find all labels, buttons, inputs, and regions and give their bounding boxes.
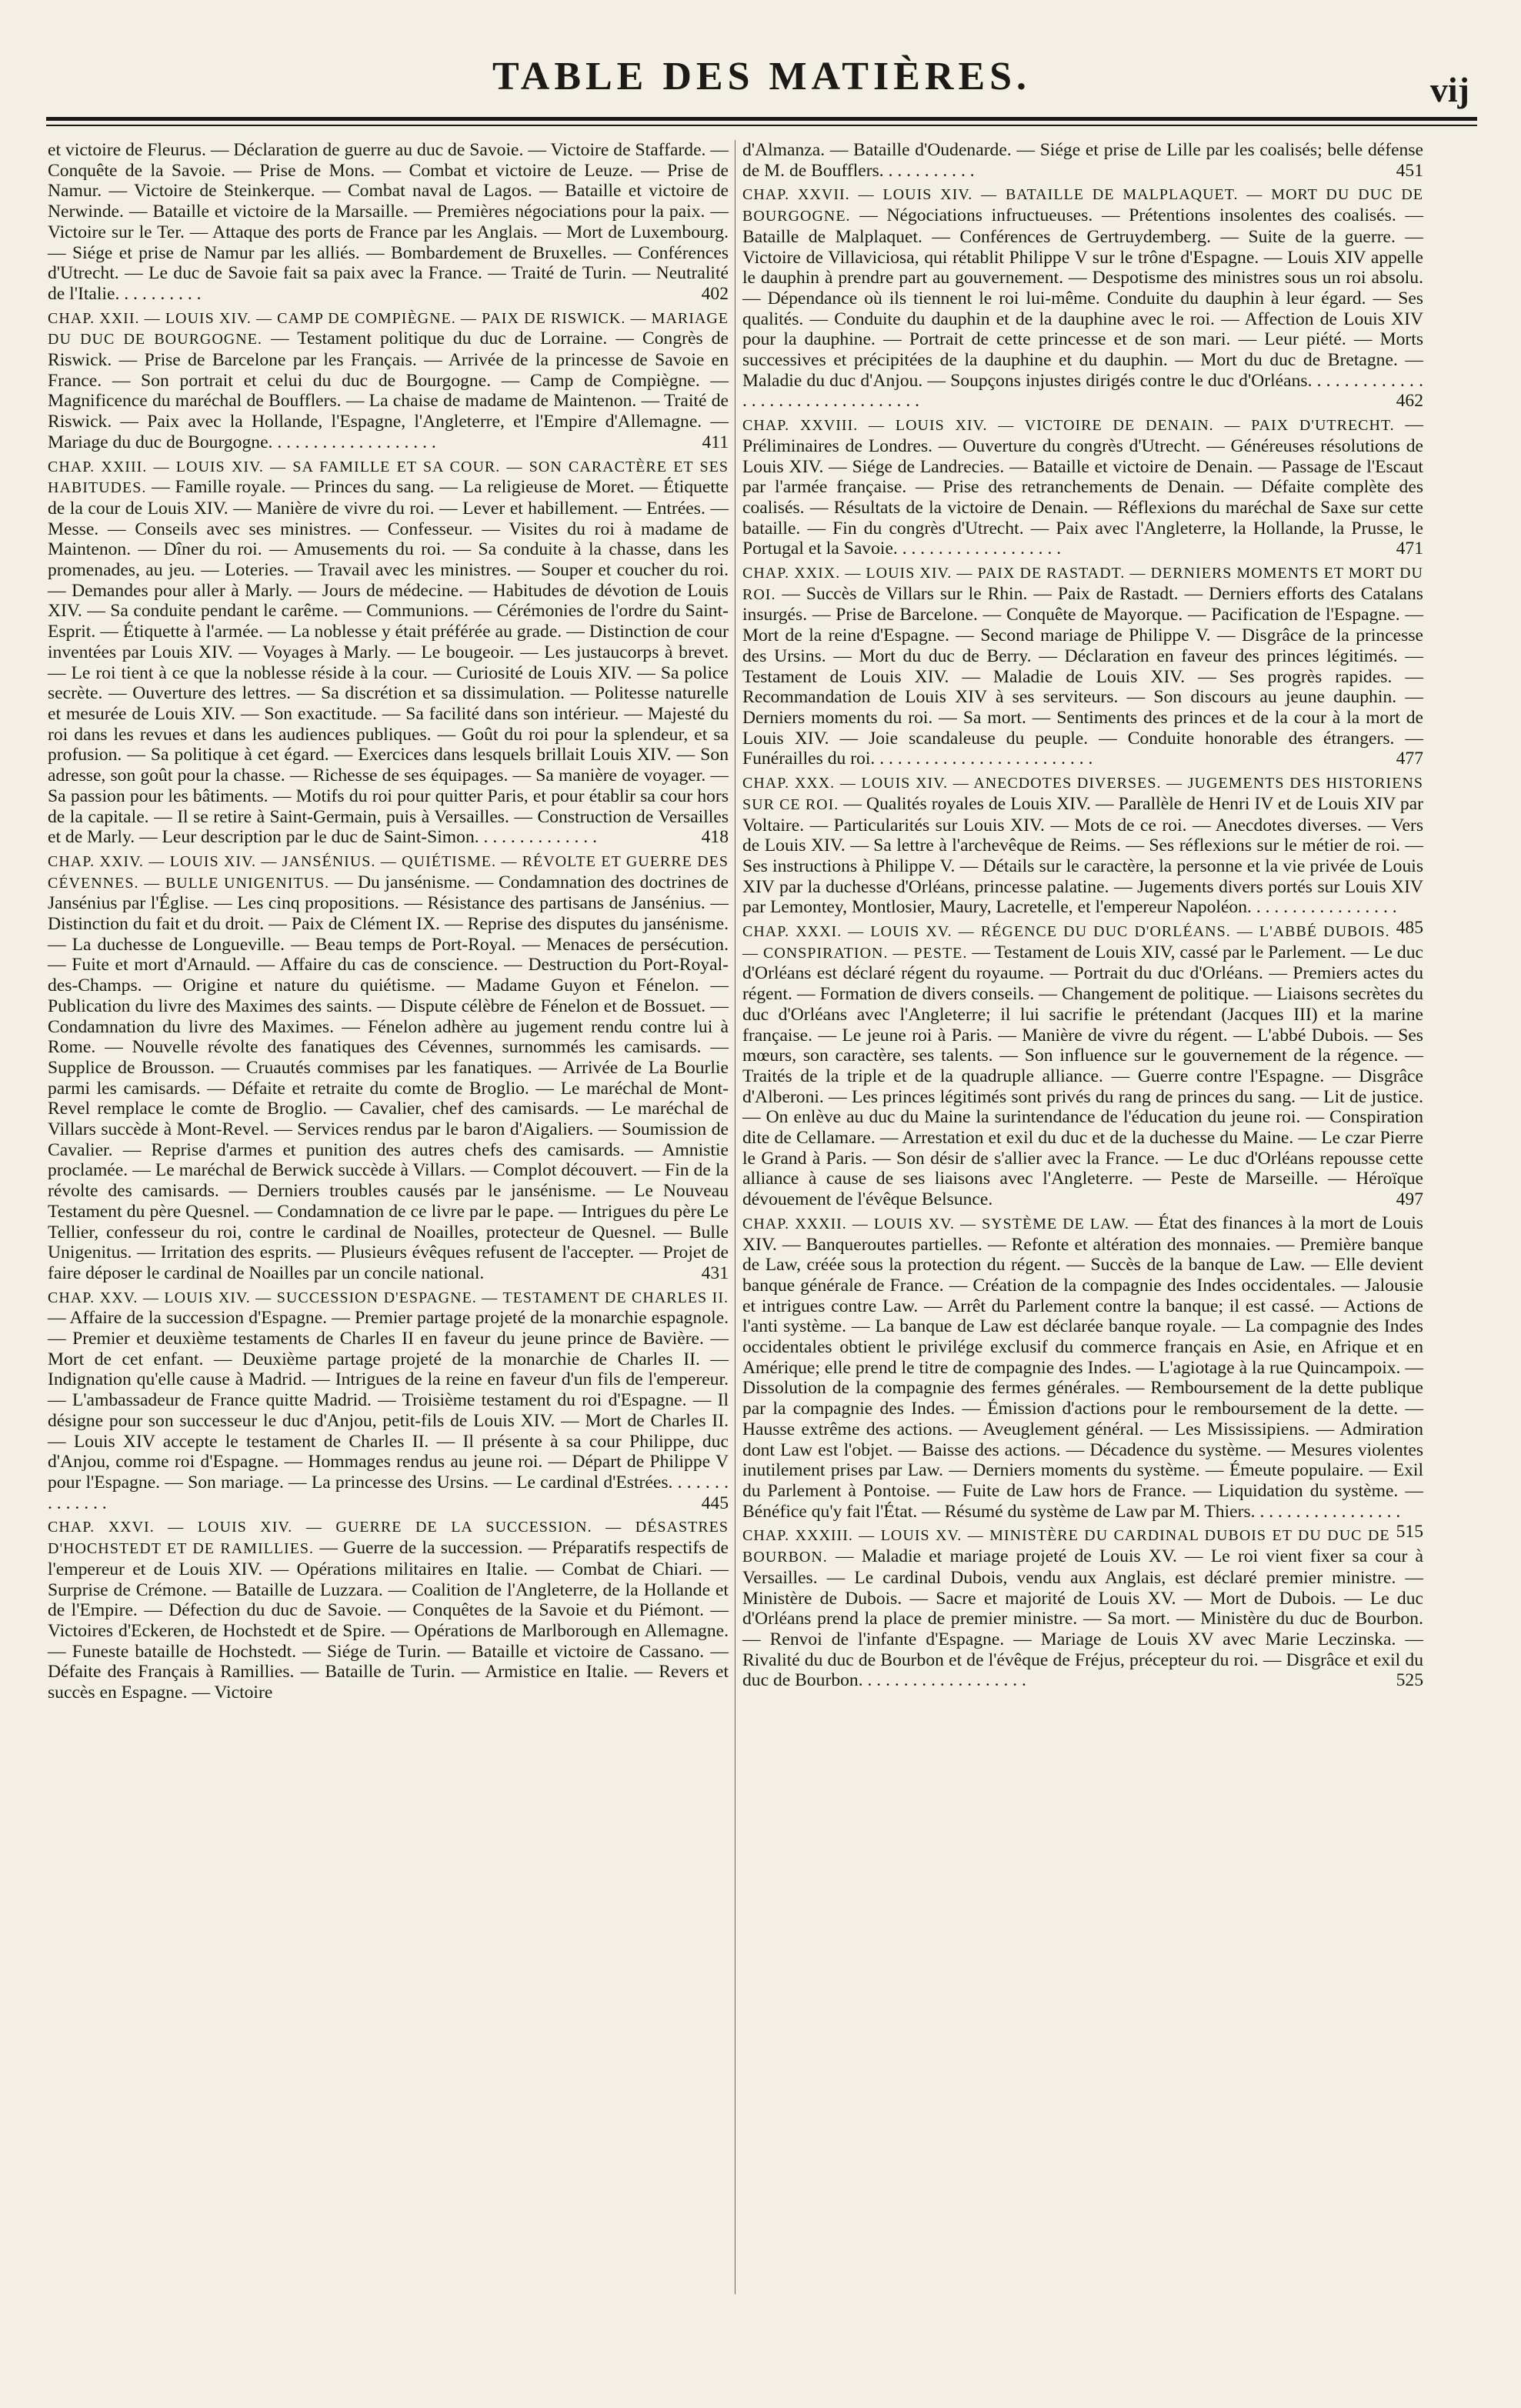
page-reference: 462 xyxy=(1396,391,1423,412)
toc-entry xyxy=(742,415,1423,559)
chapter-heading: CHAP. XXIX. — LOUIS XIV. — PAIX DE RASTADT. — DERNIERS MOMENTS ET MORT DU ROI. xyxy=(742,565,1423,603)
chapter-heading: CHAP. XXVIII. — LOUIS XIV. — VICTOIRE DE DENAIN. — PAIX D'UTRECHT. xyxy=(742,417,1395,435)
chapter-summary: d'Almanza. — Bataille d'Oudenarde. — Siége et prise de Lille par les coalisés; belle défense de M. de Boufflers. . . . . . . . . . . xyxy=(742,140,1423,181)
page-reference: 418 xyxy=(701,827,729,848)
chapter-summary: — Succès de Villars sur le Rhin. — Paix de Rastadt. — Derniers efforts des Catalans insurgés. — Prise de Barcelone. — Conquête de Mayorque. — Pacification de l'Espagne. — Mort de la reine d'Espagne. — Second mariage de Philippe V. — Disgrâce de la princesse des Ursins. — Mort du duc de Berry. — Déclaration en faveur des princes légitimés. — Testament de Louis XIV. — Maladie de Louis XIV. — Ses progrès rapides. — Recommandation de Louis XIV à ses serviteurs. — Son discours au jeune dauphin. — Derniers moments du roi. — Sa mort. — Sentiments des princes et de la cour à la mort de Louis XIV. — Joie scandaleuse du peuple. — Conduite honorable des étrangers. — Funérailles du roi. . . . . . . . . . . . . . . . . . . . . . . . . xyxy=(742,583,1423,769)
chapter-heading: CHAP. XXII. — LOUIS XIV. — CAMP DE COMPIÈGNE. — PAIX DE RISWICK. — MARIAGE DU DUC DE BOURGOGNE. xyxy=(48,309,729,349)
chapter-heading: CHAP. XXXII. — LOUIS XV. — SYSTÈME DE LAW. xyxy=(742,1215,1130,1232)
toc-entry xyxy=(742,562,1423,769)
toc-entry xyxy=(742,1212,1423,1543)
toc-entry xyxy=(48,851,729,1284)
toc-entry xyxy=(48,456,729,848)
page-reference: 451 xyxy=(1396,160,1423,181)
chapter-summary: et victoire de Fleurus. — Déclaration de guerre au duc de Savoie. — Victoire de Staffarde. — Conquête de la Savoie. — Prise de Mons. — Combat et victoire de Leuze. — Prise de Namur. — Victoire de Steinkerque. — Combat naval de Lagos. — Bataille et victoire de Nerwinde. — Bataille et victoire de la Marsaille. — Premières négociations pour la paix. — Victoire sur le Ter. — Attaque des ports de France par les Anglais. — Mort de Luxembourg. — Siége et prise de Namur par les alliés. — Bombardement de Bruxelles. — Conférences d'Utrecht. — Le duc de Savoie fait sa paix avec la France. — Traité de Turin. — Neutralité de l'Italie. . . . . . . . . . xyxy=(48,140,729,304)
chapter-summary: — Affaire de la succession d'Espagne. — Premier partage projeté de la monarchie espagnole. — Premier et deuxième testaments de Charles II en faveur du jeune prince de Bavière. — Mort de cet enfant. — Deuxième partage projeté de la monarchie de Charles II. — Indignation qu'elle cause à Madrid. — Intrigues de la reine en faveur d'un fils de l'empereur. — L'ambassadeur de France quitte Madrid. — Troisième testament du roi d'Espagne. — Il désigne pour son successeur le duc d'Anjou, petit-fils de Louis XIV. — Mort de Charles II. — Louis XIV accepte le testament de Charles II. — Il présente à sa cour Philippe, duc d'Anjou, comme roi d'Espagne. — Hommages rendus au jeune roi. — Départ de Philippe V pour l'Espagne. — Son mariage. — La princesse des Ursins. — Le cardinal d'Estrées. . . . . . . . . . . . . . xyxy=(48,1308,729,1513)
page-reference: 431 xyxy=(701,1262,729,1283)
right-column xyxy=(742,140,1423,2371)
page-reference: 477 xyxy=(1396,749,1423,769)
page-reference: 485 xyxy=(1396,918,1423,939)
chapter-summary: — Famille royale. — Princes du sang. — La religieuse de Moret. — Étiquette de la cour de Louis XIV. — Manière de vivre du roi. — Lever et habillement. — Entrées. — Messe. — Conseils avec ses ministres. — Confesseur. — Visites du roi à madame de Maintenon. — Dîner du roi. — Amusements du roi. — Sa conduite à la chasse, dans les promenades, au jeu. — Loteries. — Travail avec les ministres. — Souper et coucher du roi. — Demandes pour aller à Marly. — Jours de médecine. — Habitudes de dévotion de Louis XIV. — Sa conduite pendant le carême. — Communions. — Cérémonies de l'ordre du Saint-Esprit. — Étiquette à l'armée. — La noblesse y était préférée au grade. — Distinction de cour inventées par Louis XIV. — Voyages à Marly. — Le bougeoir. — Les justaucorps à brevet. — Le roi tient à ce que la noblesse réside à la cour. — Curiosité de Louis XIV. — Sa police secrète. — Ouverture des lettres. — Sa discrétion et sa dissimulation. — Politesse naturelle et mesurée de Louis XIV. — Son exactitude. — Sa facilité dans son intérieur. — Majesté du roi dans les revues et dans les audiences publiques. — Goût du roi pour la splendeur, et sa profusion. — Sa politique à cet égard. — Exercices dans lesquels brillait Louis XIV. — Son adresse, son goût pour la chasse. — Richesse de ses équipages. — Sa manière de voyager. — Sa passion pour les bâtiments. — Motifs du roi pour quitter Paris, et pour établir sa cour hors de la capitale. — Il se retire à Saint-Germain, puis à Versailles. — Construction de Versailles et de Marly. — Leur description par le duc de Saint-Simon. . . . . . . . . . . . . . xyxy=(48,477,729,848)
chapter-summary: — Testament politique du duc de Lorraine. — Congrès de Riswick. — Prise de Barcelone par les Français. — Arrivée de la princesse de Savoie en France. — Son portrait et celui du duc de Bourgogne. — Camp de Compiègne. — Magnificence du maréchal de Boufflers. — La chaise de madame de Maintenon. — Traité de Riswick. — Paix avec la Hollande, l'Espagne, l'Angleterre, et l'Empire d'Allemagne. — Mariage du duc de Bourgogne. . . . . . . . . . . . . . . . . . . xyxy=(48,329,729,452)
toc-entry xyxy=(48,1287,729,1514)
chapter-heading: CHAP. XXVI. — LOUIS XIV. — GUERRE DE LA SUCCESSION. — DÉSASTRES D'HOCHSTEDT ET DE RAMILLIES. xyxy=(48,1519,729,1558)
toc-entry xyxy=(742,184,1423,412)
chapter-heading: CHAP. XXVII. — LOUIS XIV. — BATAILLE DE MALPLAQUET. — MORT DU DUC DE BOURGOGNE. xyxy=(742,186,1423,225)
chapter-heading: CHAP. XXXIII. — LOUIS XV. — MINISTÈRE DU CARDINAL DUBOIS ET DU DUC DE BOURBON. xyxy=(742,1527,1390,1566)
header-rule xyxy=(46,117,1477,126)
chapter-heading: CHAP. XXX. — LOUIS XIV. — ANECDOTES DIVERSES. — JUGEMENTS DES HISTORIENS SUR CE ROI. xyxy=(742,775,1423,813)
chapter-summary: — Négociations infructueuses. — Prétentions insolentes des coalisés. — Bataille de Malplaquet. — Conférences de Gertruydemberg. — Suite de la guerre. — Victoire de Villaviciosa, qui rétablit Philippe V sur le trône d'Espagne. — Louis XIV appelle le dauphin à prendre part au gouvernement. — Despotisme des ministres sous un roi absolu. — Dépendance où ils tiennent le roi lui-même. Conduite du dauphin à leur égard. — Ses qualités. — Conduite du dauphin et de la dauphine avec le roi. — Affection de Louis XIV pour la dauphine. — Portrait de cette princesse et de son mari. — Leur piété. — Morts successives et précipitées de la dauphine et du dauphin. — Mort du duc de Bretagne. — Maladie du duc d'Anjou. — Soupçons injustes dirigés contre le duc d'Orléans. . . . . . . . . . . . . . . . . . . . . . . . . . . . . . . . . xyxy=(742,205,1423,412)
chapter-heading: CHAP. XXIV. — LOUIS XIV. — JANSÉNIUS. — QUIÉTISME. — RÉVOLTE ET GUERRE DES CÉVENNES. — BULLE UNIGENITUS. xyxy=(48,852,729,892)
chapter-heading: CHAP. XXV. — LOUIS XIV. — SUCCESSION D'ESPAGNE. — TESTAMENT DE CHARLES II. xyxy=(48,1289,729,1306)
chapter-summary: — Du jansénisme. — Condamnation des doctrines de Jansénius par l'Église. — Les cinq propositions. — Résistance des partisans de Jansénius. — Distinction du fait et du droit. — Paix de Clément IX. — Reprise des disputes du jansénisme. — La duchesse de Longueville. — Beau temps de Port-Royal. — Menaces de persécution. — Fuite et mort d'Arnauld. — Affaire du cas de conscience. — Destruction du Port-Royal-des-Champs. — Origine et nature du quiétisme. — Madame Guyon et Fénelon. — Publication du livre des Maximes des saints. — Dispute célèbre de Fénelon et de Bossuet. — Condamnation du livre des Maximes. — Fénelon adhère au jugement rendu contre lui à Rome. — Nouvelle révolte des fanatiques des Cévennes, surnommés les camisards. — Supplice de Brousson. — Cruautés commises par les fanatiques. — Arrivée de La Bourlie parmi les camisards. — Défaite et retraite du comte de Broglio. — Le maréchal de Mont-Revel remplace le comte de Broglio. — Cavalier, chef des camisards. — Le maréchal de Villars succède à Mont-Revel. — Services rendus par le baron d'Aigaliers. — Soumission de Cavalier. — Reprise d'armes et punition des autres chefs des camisards. — Amnistie proclamée. — Le maréchal de Berwick succède à Villars. — Complot découvert. — Fin de la révolte des camisards. — Derniers troubles causés par le jansénisme. — Le Nouveau Testament du père Quesnel. — Condamnation de ce livre par le pape. — Intrigues du père Le Tellier, confesseur du roi, contre le cardinal de Noailles, protecteur de Quesnel. — Bulle Unigenitus. — Irritation des esprits. — Plusieurs évêques refusent de l'accepter. — Projet de faire déposer le cardinal de Noailles par un concile national. xyxy=(48,872,729,1283)
toc-entry xyxy=(742,1525,1423,1691)
chapter-heading: CHAP. XXIII. — LOUIS XIV. — SA FAMILLE ET SA COUR. — SON CARACTÈRE ET SES HABITUDES. xyxy=(48,458,729,497)
toc-entry xyxy=(48,140,729,305)
chapter-summary: — Maladie et mariage projeté de Louis XV. — Le roi vient fixer sa cour à Versailles. — Le cardinal Dubois, vendu aux Anglais, est déclaré premier ministre. — Ministère de Dubois. — Sacre et majorité de Louis XV. — Mort de Dubois. — Le duc d'Orléans prend la place de premier ministre. — Sa mort. — Ministère du duc de Bourbon. — Renvoi de l'infante d'Espagne. — Mariage de Louis XV avec Marie Leczinska. — Rivalité du duc de Bourbon et de l'évêque de Fréjus, précepteur du roi. — Disgrâce et exil du duc de Bourbon. . . . . . . . . . . . . . . . . . . xyxy=(742,1546,1423,1691)
page-reference: 445 xyxy=(701,1492,729,1513)
page-reference: 497 xyxy=(1396,1189,1423,1210)
page-reference: 515 xyxy=(1396,1522,1423,1543)
left-column xyxy=(48,140,729,2371)
chapter-summary: — Guerre de la succession. — Préparatifs respectifs de l'empereur et de Louis XIV. — Opérations militaires en Italie. — Combat de Chiari. — Surprise de Crémone. — Bataille de Luzzara. — Coalition de l'Angleterre, de la Hollande et de l'Empire. — Défection du duc de Savoie. — Conquêtes de la Savoie et du Piémont. — Victoires d'Eckeren, de Hochstedt et de Spire. — Opérations de Marlborough en Allemagne. — Funeste bataille de Hochstedt. — Siége de Turin. — Bataille et victoire de Cassano. — Défaite des Français à Ramillies. — Bataille de Turin. — Armistice en Italie. — Revers et succès en Espagne. — Victoire xyxy=(48,1538,729,1703)
page-header xyxy=(46,54,1477,115)
page-reference: 402 xyxy=(701,283,729,304)
toc-entry xyxy=(48,308,729,453)
toc-entry xyxy=(48,1516,729,1703)
chapter-heading: CHAP. XXXI. — LOUIS XV. — RÉGENCE DU DUC D'ORLÉANS. — L'ABBÉ DUBOIS. — CONSPIRATION. — PESTE. xyxy=(742,923,1390,962)
chapter-summary: — Préliminaires de Londres. — Ouverture du congrès d'Utrecht. — Généreuses résolutions de Louis XIV. — Siége de Landrecies. — Bataille et victoire de Denain. — Passage de l'Escaut par l'armée française. — Prise des retranchements de Denain. — Défaite complète des coalisés. — Résultats de la victoire de Denain. — Réflexions du maréchal de Saxe sur cette bataille. — Fin du congrès d'Utrecht. — Paix avec l'Angleterre, la Hollande, la Prusse, le Portugal et la Savoie. . . . . . . . . . . . . . . . . . . xyxy=(742,415,1423,559)
chapter-summary: — Qualités royales de Louis XIV. — Parallèle de Henri IV et de Louis XIV par Voltaire. — Particularités sur Louis XIV. — Mots de ce roi. — Anecdotes diverses. — Vers de Louis XIV. — Sa lettre à l'archevêque de Reims. — Ses réflexions sur le métier de roi. — Ses instructions à Philippe V. — Détails sur le caractère, la personne et la vie privée de Louis XIV par la duchesse d'Orléans, princesse palatine. — Jugements divers portés sur Louis XIV par Lemontey, Montlosier, Maury, Lacretelle, et l'empereur Napoléon. . . . . . . . . . . . . . . . . xyxy=(742,793,1424,918)
chapter-summary: — Testament de Louis XIV, cassé par le Parlement. — Le duc d'Orléans est déclaré régent du royaume. — Portrait du duc d'Orléans. — Premiers actes du régent. — Formation de divers conseils. — Changement de politique. — Liaisons secrètes du duc d'Orléans avec l'Angleterre; il lui sacrifie le prétendant (Jacques III) et la marine française. — Le jeune roi à Paris. — Manière de vivre du régent. — L'abbé Dubois. — Ses mœurs, son caractère, ses talents. — Son influence sur le gouvernement de la régence. — Traités de la triple et de la quadruple alliance. — Guerre contre l'Espagne. — Disgrâce d'Alberoni. — Les princes légitimés sont privés du rang de princes du sang. — Lit de justice. — On enlève au duc du Maine la surintendance de l'éducation du jeune roi. — Conspiration dite de Cellamare. — Arrestation et exil du duc et de la duchesse du Maine. — Le czar Pierre le Grand à Paris. — Son désir de s'allier avec la France. — Le duc d'Orléans repousse cette alliance à cause de ses liaisons avec l'Angleterre. — Peste de Marseille. — Héroïque dévouement de l'évêque Belsunce. xyxy=(742,942,1423,1210)
page-reference: 471 xyxy=(1396,539,1423,559)
chapter-summary: — État des finances à la mort de Louis XIV. — Banqueroutes partielles. — Refonte et altération des monnaies. — Première banque de Law, créée sous la protection du régent. — Succès de la banque de Law. — Elle devient banque générale de France. — Création de la compagnie des Indes occidentales. — Jalousie et intrigues contre Law. — Arrêt du Parlement contre la banque; il est cassé. — Actions de l'anti système. — La banque de Law est déclarée banque royale. — La compagnie des Indes occidentales obtient le privilége exclusif du commerce français en Asie, en Afrique et en Amérique; elle prend le titre de compagnie des Indes. — L'agiotage à la rue Quincampoix. — Dissolution de la compagnie des fermes générales. — Remboursement de la dette publique par la compagnie des Indes. — Émission d'actions pour le remboursement de la dette. — Hausse extrême des actions. — Aveuglement général. — Les Mississipiens. — Admiration dont Law est l'objet. — Baisse des actions. — Décadence du système. — Mesures violentes inutilement prises par Law. — Derniers moments du système. — Émeute populaire. — Exil du Parlement à Pontoise. — Fuite de Law hors de France. — Liquidation du système. — Bénéfice qu'y fait l'État. — Résumé du système de Law par M. Thiers. . . . . . . . . . . . . . . . . xyxy=(742,1212,1423,1522)
toc-entry xyxy=(742,772,1424,939)
page-reference: 525 xyxy=(1396,1670,1423,1691)
page-reference: 411 xyxy=(702,432,729,452)
toc-entry xyxy=(742,140,1423,181)
page-title: TABLE DES MATIÈRES. xyxy=(492,55,1032,98)
toc-entry xyxy=(742,921,1423,1210)
page-number: vij xyxy=(1429,70,1469,109)
